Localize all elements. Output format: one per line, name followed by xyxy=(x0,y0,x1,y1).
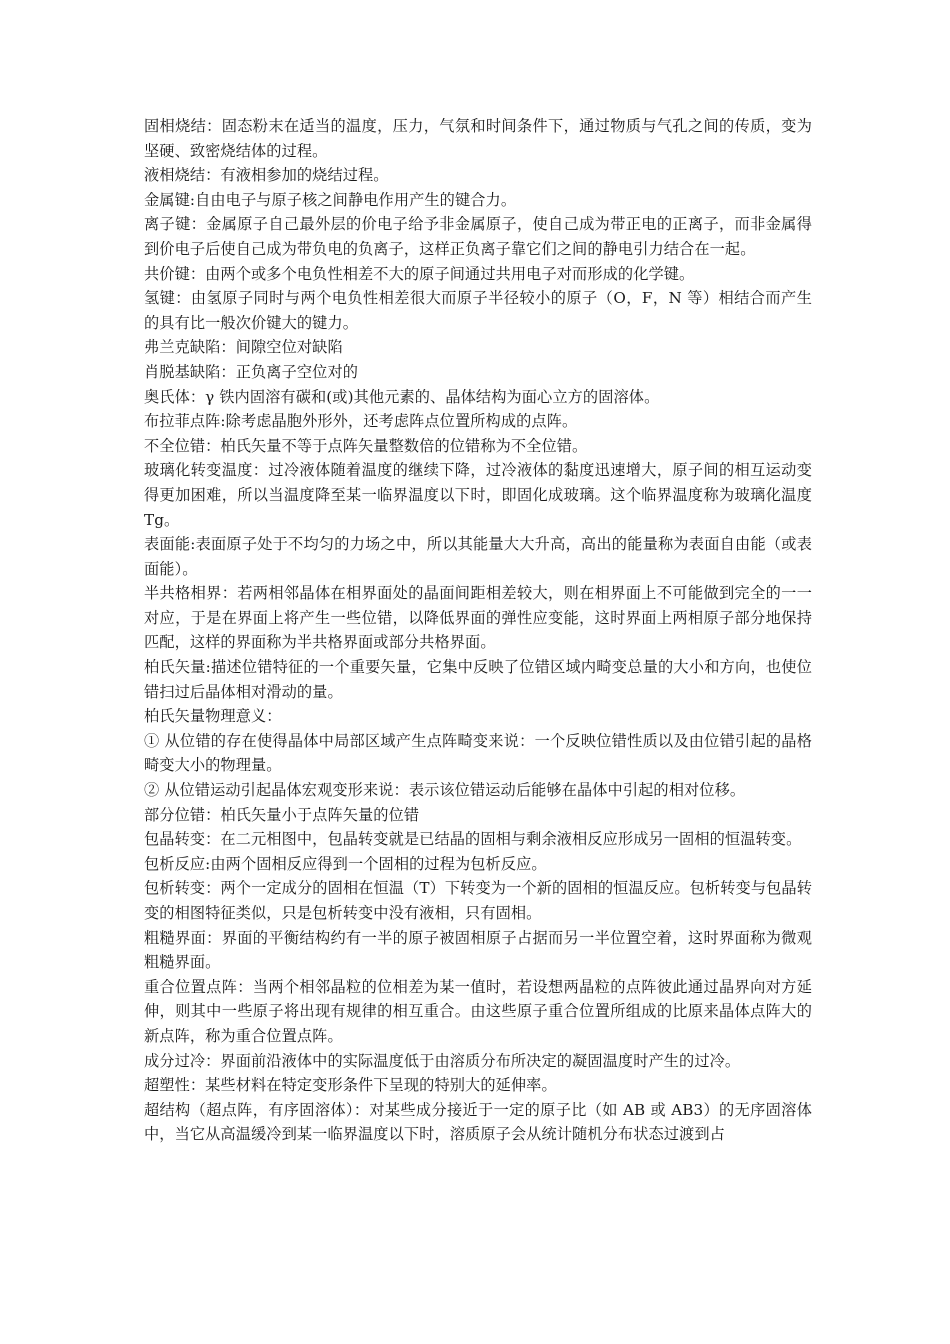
document-body xyxy=(144,114,812,1147)
paragraph-semicoherent-boundary: 半共格相界：若两相邻晶体在相界面处的晶面间距相差较大，则在相界面上不可能做到完全的一一对应，于是在界面上将产生一些位错，以降低界面的弹性应变能，这时界面上两相原子部分地保持匹配，这样的界面称为半共格界面或部分共格界面。 xyxy=(144,584,812,652)
paragraph-burgers-meaning-heading: 柏氏矢量物理意义： xyxy=(144,707,282,726)
paragraph-glass-transition: 玻璃化转变温度：过冷液体随着温度的继续下降，过冷液体的黏度迅速增大，原子间的相互运动变得更加困难，所以当温度降至某一临界温度以下时，即固化成玻璃。这个临界温度称为玻璃化温度 Tg。 xyxy=(144,461,812,529)
paragraph-peritectoid-reaction: 包析反应:由两个固相反应得到一个固相的过程为包析反应。 xyxy=(144,854,547,873)
paragraph-rough-interface: 粗糙界面：界面的平衡结构约有一半的原子被固相原子占据而另一半位置空着，这时界面称为微观粗糙界面。 xyxy=(144,928,812,972)
paragraph-frenkel-defect: 弗兰克缺陷：间隙空位对缺陷 xyxy=(144,338,343,357)
paragraph-austenite: 奥氏体：γ 铁内固溶有碳和(或)其他元素的、晶体结构为面心立方的固溶体。 xyxy=(144,387,660,406)
paragraph-constitutional-supercooling: 成分过冷：界面前沿液体中的实际温度低于由溶质分布所决定的凝固温度时产生的过冷。 xyxy=(144,1051,741,1070)
paragraph-metallic-bond: 金属键:自由电子与原子核之间静电作用产生的键合力。 xyxy=(144,190,517,209)
paragraph-superstructure: 超结构（超点阵，有序固溶体）：对某些成分接近于一定的原子比（如 AB 或 AB3）的无序固溶体中，当它从高温缓冷到某一临界温度以下时，溶质原子会从统计随机分布状态过渡到占 xyxy=(144,1100,812,1144)
paragraph-hydrogen-bond: 氢键：由氢原子同时与两个电负性相差很大而原子半径较小的原子（O，F，N 等）相结合而产生的具有比一般次价键大的键力。 xyxy=(144,289,812,332)
paragraph-solid-phase-sintering: 固相烧结：固态粉末在适当的温度，压力，气氛和时间条件下，通过物质与气孔之间的传质，变为坚硬、致密烧结体的过程。 xyxy=(144,117,812,160)
paragraph-schottky-defect: 肖脱基缺陷：正负离子空位对的 xyxy=(144,362,359,381)
paragraph-partial-dislocation: 部分位错：柏氏矢量小于点阵矢量的位错 xyxy=(144,805,420,824)
paragraph-burgers-vector: 柏氏矢量:描述位错特征的一个重要矢量，它集中反映了位错区域内畸变总量的大小和方向，也使位错扫过后晶体相对滑动的量。 xyxy=(144,658,812,701)
paragraph-superplasticity: 超塑性：某些材料在特定变形条件下呈现的特别大的延伸率。 xyxy=(144,1076,557,1095)
paragraph-liquid-phase-sintering: 液相烧结：有液相参加的烧结过程。 xyxy=(144,166,389,185)
paragraph-coincidence-site-lattice: 重合位置点阵：当两个相邻晶粒的位相差为某一值时，若设想两晶粒的点阵彼此通过晶界向对方延伸，则其中一些原子将出现有规律的相互重合。由这些原子重合位置所组成的比原来晶体点阵大的新点阵，称为重合位置点阵。 xyxy=(144,977,812,1045)
paragraph-partial-dislocation-def: 不全位错：柏氏矢量不等于点阵矢量整数倍的位错称为不全位错。 xyxy=(144,436,588,455)
paragraph-surface-energy: 表面能:表面原子处于不均匀的力场之中，所以其能量大大升高，高出的能量称为表面自由能（或表面能）。 xyxy=(144,535,812,578)
paragraph-covalent-bond: 共价键：由两个或多个电负性相差不大的原子间通过共用电子对而形成的化学键。 xyxy=(144,264,695,283)
paragraph-bravais-lattice: 布拉菲点阵:除考虑晶胞外形外，还考虑阵点位置所构成的点阵。 xyxy=(144,412,578,431)
paragraph-burgers-meaning-2: ② 从位错运动引起晶体宏观变形来说：表示该位错运动后能够在晶体中引起的相对位移。 xyxy=(144,781,746,800)
paragraph-burgers-meaning-1: ① 从位错的存在使得晶体中局部区域产生点阵畸变来说：一个反映位错性质以及由位错引起的晶格畸变大小的物理量。 xyxy=(144,731,812,775)
paragraph-peritectic-transformation: 包晶转变：在二元相图中，包晶转变就是已结晶的固相与剩余液相反应形成另一固相的恒温转变。 xyxy=(144,830,802,849)
paragraph-ionic-bond: 离子键：金属原子自己最外层的价电子给予非金属原子，使自己成为带正电的正离子，而非金属得到价电子后使自己成为带负电的负离子，这样正负离子靠它们之间的静电引力结合在一起。 xyxy=(144,215,812,258)
paragraph-peritectoid-transformation: 包析转变：两个一定成分的固相在恒温（T）下转变为一个新的固相的恒温反应。包析转变与包晶转变的相图特征类似，只是包析转变中没有液相，只有固相。 xyxy=(144,879,812,922)
